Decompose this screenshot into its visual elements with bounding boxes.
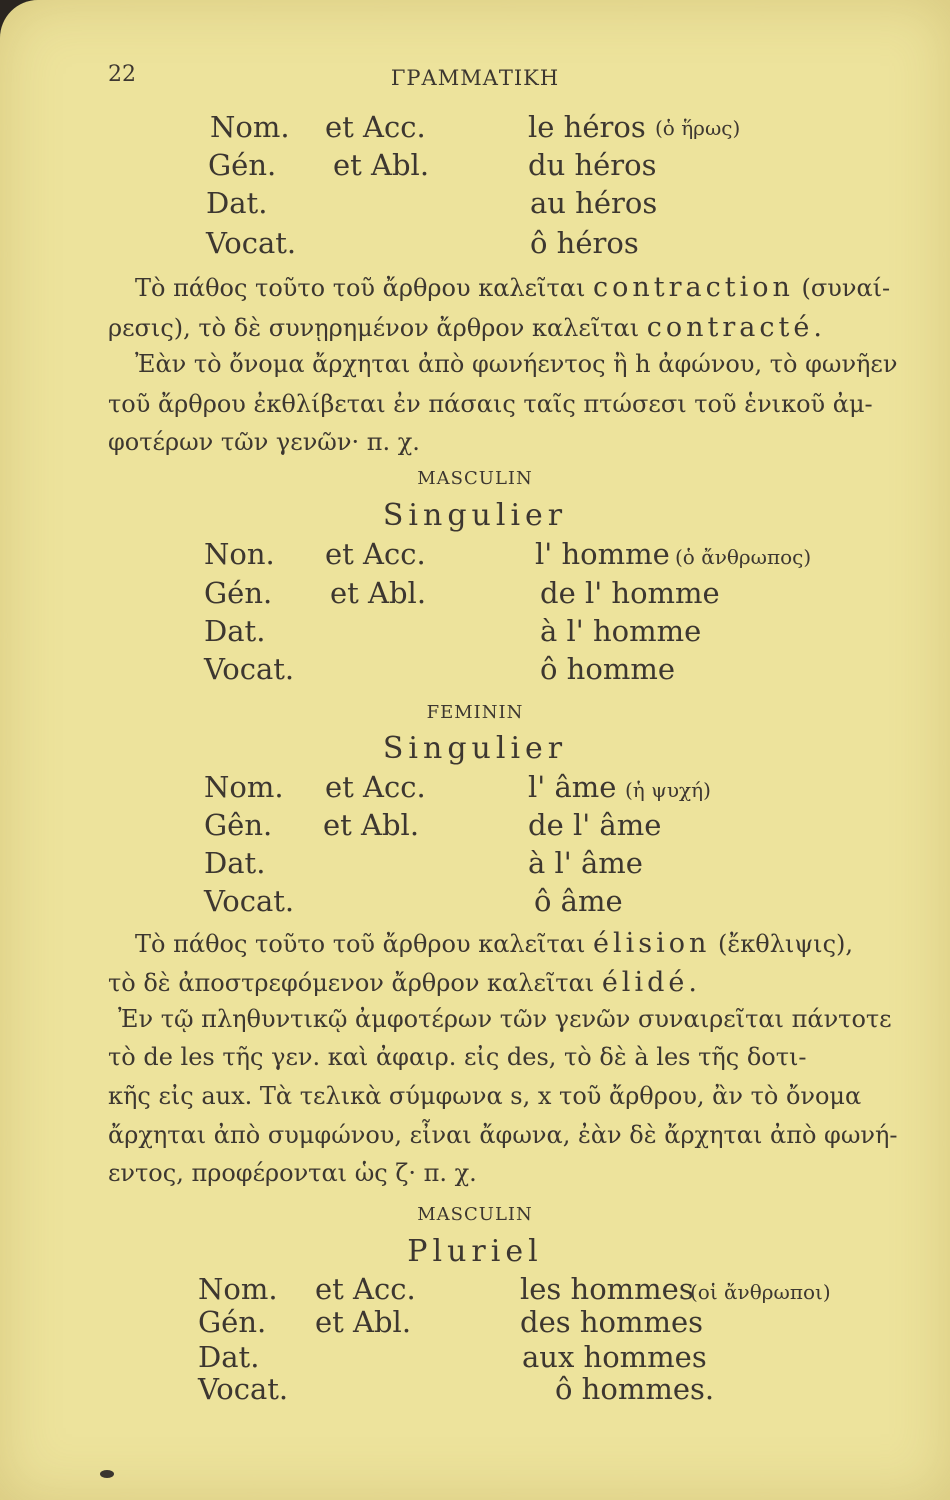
term: élision: [593, 928, 711, 959]
ink-blot: [100, 1470, 114, 1478]
paragraph-line: τὸ δὲ ἀποστρεφόμενον ἄρθρον καλεῖται élidé.: [108, 967, 701, 998]
french-form: ô âme: [534, 884, 623, 918]
declension-row: [0, 614, 950, 654]
french-form: ô hommes.: [555, 1372, 715, 1406]
case-pair: et Acc.: [325, 770, 426, 804]
declension-row: [0, 576, 950, 616]
case-label: Dat.: [206, 186, 268, 220]
case-label: Vocat.: [204, 652, 295, 686]
french-form: ô homme: [540, 652, 675, 686]
paragraph-line: κῆς εἰς aux. Τὰ τελικὰ σύμφωνα s, x τοῦ ἄρθρου, ἂν τὸ ὄνομα: [108, 1082, 862, 1110]
page-number: 22: [108, 62, 136, 87]
declension-row: [0, 186, 950, 226]
term: contraction: [593, 272, 794, 303]
paragraph-line: Τὸ πάθος τοῦτο τοῦ ἄρθρου καλεῖται élision (ἔκθλιψις),: [135, 928, 854, 959]
section-number: Pluriel: [407, 1234, 543, 1269]
running-title: ΓΡΑΜΜΑΤΙΚΗ: [390, 66, 560, 90]
paragraph-line: Ἐὰν τὸ ὄνομα ἄρχηται ἀπὸ φωνήεντος ἢ h ἀφώνου, τὸ φωνῆεν: [135, 350, 898, 378]
section-number: Singulier: [382, 498, 568, 533]
greek-gloss: (ἡ ψυχή): [625, 778, 711, 802]
section-number: Singulier: [382, 731, 568, 766]
declension-row: [0, 884, 950, 924]
case-label: Dat.: [204, 614, 266, 648]
declension-row: [0, 1372, 950, 1412]
french-form: le héros: [528, 110, 646, 144]
paragraph-line: τοῦ ἄρθρου ἐκθλίβεται ἐν πάσαις ταῖς πτώσεσι τοῦ ἑνικοῦ ἀμ-: [108, 390, 873, 418]
case-pair: et Acc.: [325, 110, 426, 144]
paragraph-line: Τὸ πάθος τοῦτο τοῦ ἄρθρου καλεῖται contraction (συναί-: [135, 272, 891, 303]
declension-row: [0, 846, 950, 886]
case-label: Gên.: [204, 808, 273, 842]
paragraph-line: τὸ de les τῆς γεν. καὶ ἀφαιρ. εἰς des, τὸ δὲ à les τῆς δοτι-: [108, 1043, 807, 1071]
french-form: de l' âme: [528, 808, 662, 842]
case-label: Nom.: [198, 1272, 278, 1306]
french-form: ô héros: [530, 226, 639, 260]
greek-gloss: (ὁ ἥρως): [655, 116, 741, 140]
term: contracté.: [646, 312, 826, 343]
section-gender: FEMININ: [426, 702, 524, 723]
case-pair: et Acc.: [325, 537, 426, 571]
case-label: Vocat.: [204, 884, 295, 918]
french-form: à l' âme: [528, 846, 643, 880]
paragraph-line: ρεσις), τὸ δὲ συνῃρημένον ἄρθρον καλεῖται contracté.: [108, 312, 826, 343]
greek-gloss: (οἱ ἄνθρωποι): [690, 1280, 831, 1304]
french-form: à l' homme: [540, 614, 702, 648]
case-label: Nom.: [204, 770, 284, 804]
declension-row: [0, 1305, 950, 1345]
french-form: aux hommes: [522, 1340, 707, 1374]
case-label: Vocat.: [198, 1372, 289, 1406]
paragraph-line: εντος, προφέρονται ὡς ζ· π. χ.: [108, 1159, 477, 1187]
case-label: Gén.: [208, 148, 277, 182]
declension-row: [0, 148, 950, 188]
case-pair: et Abl.: [333, 148, 430, 182]
french-form: de l' homme: [540, 576, 720, 610]
case-label: Dat.: [204, 846, 266, 880]
french-form: des hommes: [520, 1305, 704, 1339]
case-pair: et Abl.: [323, 808, 420, 842]
case-label: Vocat.: [206, 226, 297, 260]
section-gender: MASCULIN: [417, 468, 533, 489]
paragraph-line: φοτέρων τῶν γενῶν· π. χ.: [108, 428, 420, 456]
french-form: l' âme: [528, 770, 617, 804]
declension-row: [0, 652, 950, 692]
french-form: au héros: [530, 186, 658, 220]
case-pair: et Abl.: [315, 1305, 412, 1339]
paragraph-line: Ἐν τῷ πληθυντικῷ ἀμφοτέρων τῶν γενῶν συναιρεῖται πάντοτε: [118, 1005, 892, 1033]
declension-row: [0, 110, 950, 150]
case-label: Gén.: [198, 1305, 267, 1339]
case-label: Gén.: [204, 576, 273, 610]
term: élidé.: [601, 967, 701, 998]
case-pair: et Acc.: [315, 1272, 416, 1306]
case-label: Non.: [204, 537, 275, 571]
declension-row: [0, 537, 950, 577]
case-label: Dat.: [198, 1340, 260, 1374]
french-form: l' homme: [535, 537, 670, 571]
declension-row: [0, 808, 950, 848]
section-gender: MASCULIN: [417, 1204, 533, 1225]
declension-row: [0, 226, 950, 266]
greek-gloss: (ὁ ἄνθρωπος): [675, 545, 812, 569]
paragraph-line: ἄρχηται ἀπὸ συμφώνου, εἶναι ἄφωνα, ἐὰν δὲ ἄρχηται ἀπὸ φωνή-: [108, 1121, 898, 1149]
french-form: les hommes: [520, 1272, 694, 1306]
case-label: Nom.: [210, 110, 290, 144]
case-pair: et Abl.: [330, 576, 427, 610]
french-form: du héros: [528, 148, 657, 182]
declension-row: [0, 770, 950, 810]
